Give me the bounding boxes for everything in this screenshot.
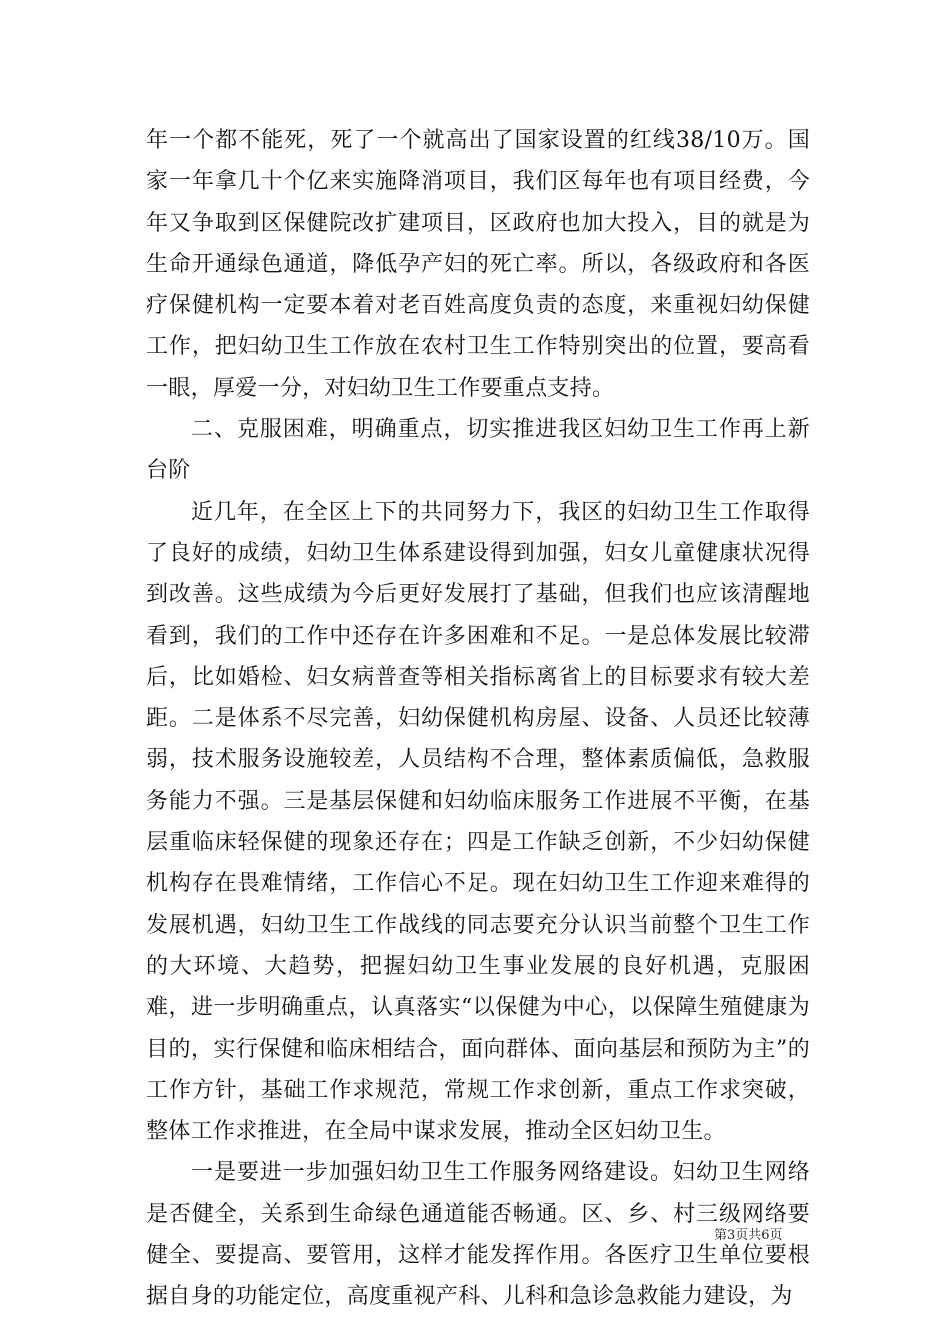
section-heading: 二、克服困难，明确重点，切实推进我区妇幼卫生工作再上新台阶 [146,417,810,484]
paragraph-progress: 近几年，在全区上下的共同努力下，我区的妇幼卫生工作取得了良好的成绩，妇幼卫生体系建设得到加强，妇女儿童健康状况得到改善。这些成绩为今后更好发展打了基础，但我们也应该清醒地看到，我们的工作中还存在许多困难和不足。一是总体发展比较滞后，比如婚检、妇女病普查等相关指标离省上的目标要求有较大差距。二是体系不尽完善，妇幼保健机构房屋、设备、人员还比较薄弱，技术服务设施较差，人员结构不合理，整体素质偏低，急救服务能力不强。三是基层保健和妇幼临床服务工作进展不平衡，在基层重临床轻保健的现象还存在；四是工作缺乏创新，不少妇幼保健机构存在畏难情绪，工作信心不足。现在妇幼卫生工作迎来难得的发展机遇，妇幼卫生工作战线的同志要充分认识当前整个卫生工作的大环境、大趋势，把握妇幼卫生事业发展的良好机遇，克服困难，进一步明确重点，认真落实“以保健为中心，以保障生殖健康为目的，实行保健和临床相结合，面向群体、面向基层和预防为主”的工作方针，基础工作求规范，常规工作求创新，重点工作求突破，整体工作求推进，在全局中谋求发展，推动全区妇幼卫生。 [146,499,810,1145]
document-body [146,120,810,1318]
paragraph-network: 一是要进一步加强妇幼卫生工作服务网络建设。妇幼卫生网络是否健全，关系到生命绿色通道能否畅通。区、乡、村三级网络要健全、要提高、要管用，这样才能发挥作用。各医疗卫生单位要根据自身的功能定位，高度重视产科、儿科和急诊急救能力建设，为 [146,1160,810,1310]
paragraph-continuation: 年一个都不能死，死了一个就高出了国家设置的红线38/10万。国家一年拿几十个亿来实施降消项目，我们区每年也有项目经费，今年又争取到区保健院改扩建项目，区政府也加大投入，目的就是为生命开通绿色通道，降低孕产妇的死亡率。所以，各级政府和各医疗保健机构一定要本着对老百姓高度负责的态度，来重视妇幼保健工作，把妇幼卫生工作放在农村卫生工作特别突出的位置，要高看一眼，厚爱一分，对妇幼卫生工作要重点支持。 [146,128,810,401]
page-number: 第3页共6页 [714,1228,783,1243]
